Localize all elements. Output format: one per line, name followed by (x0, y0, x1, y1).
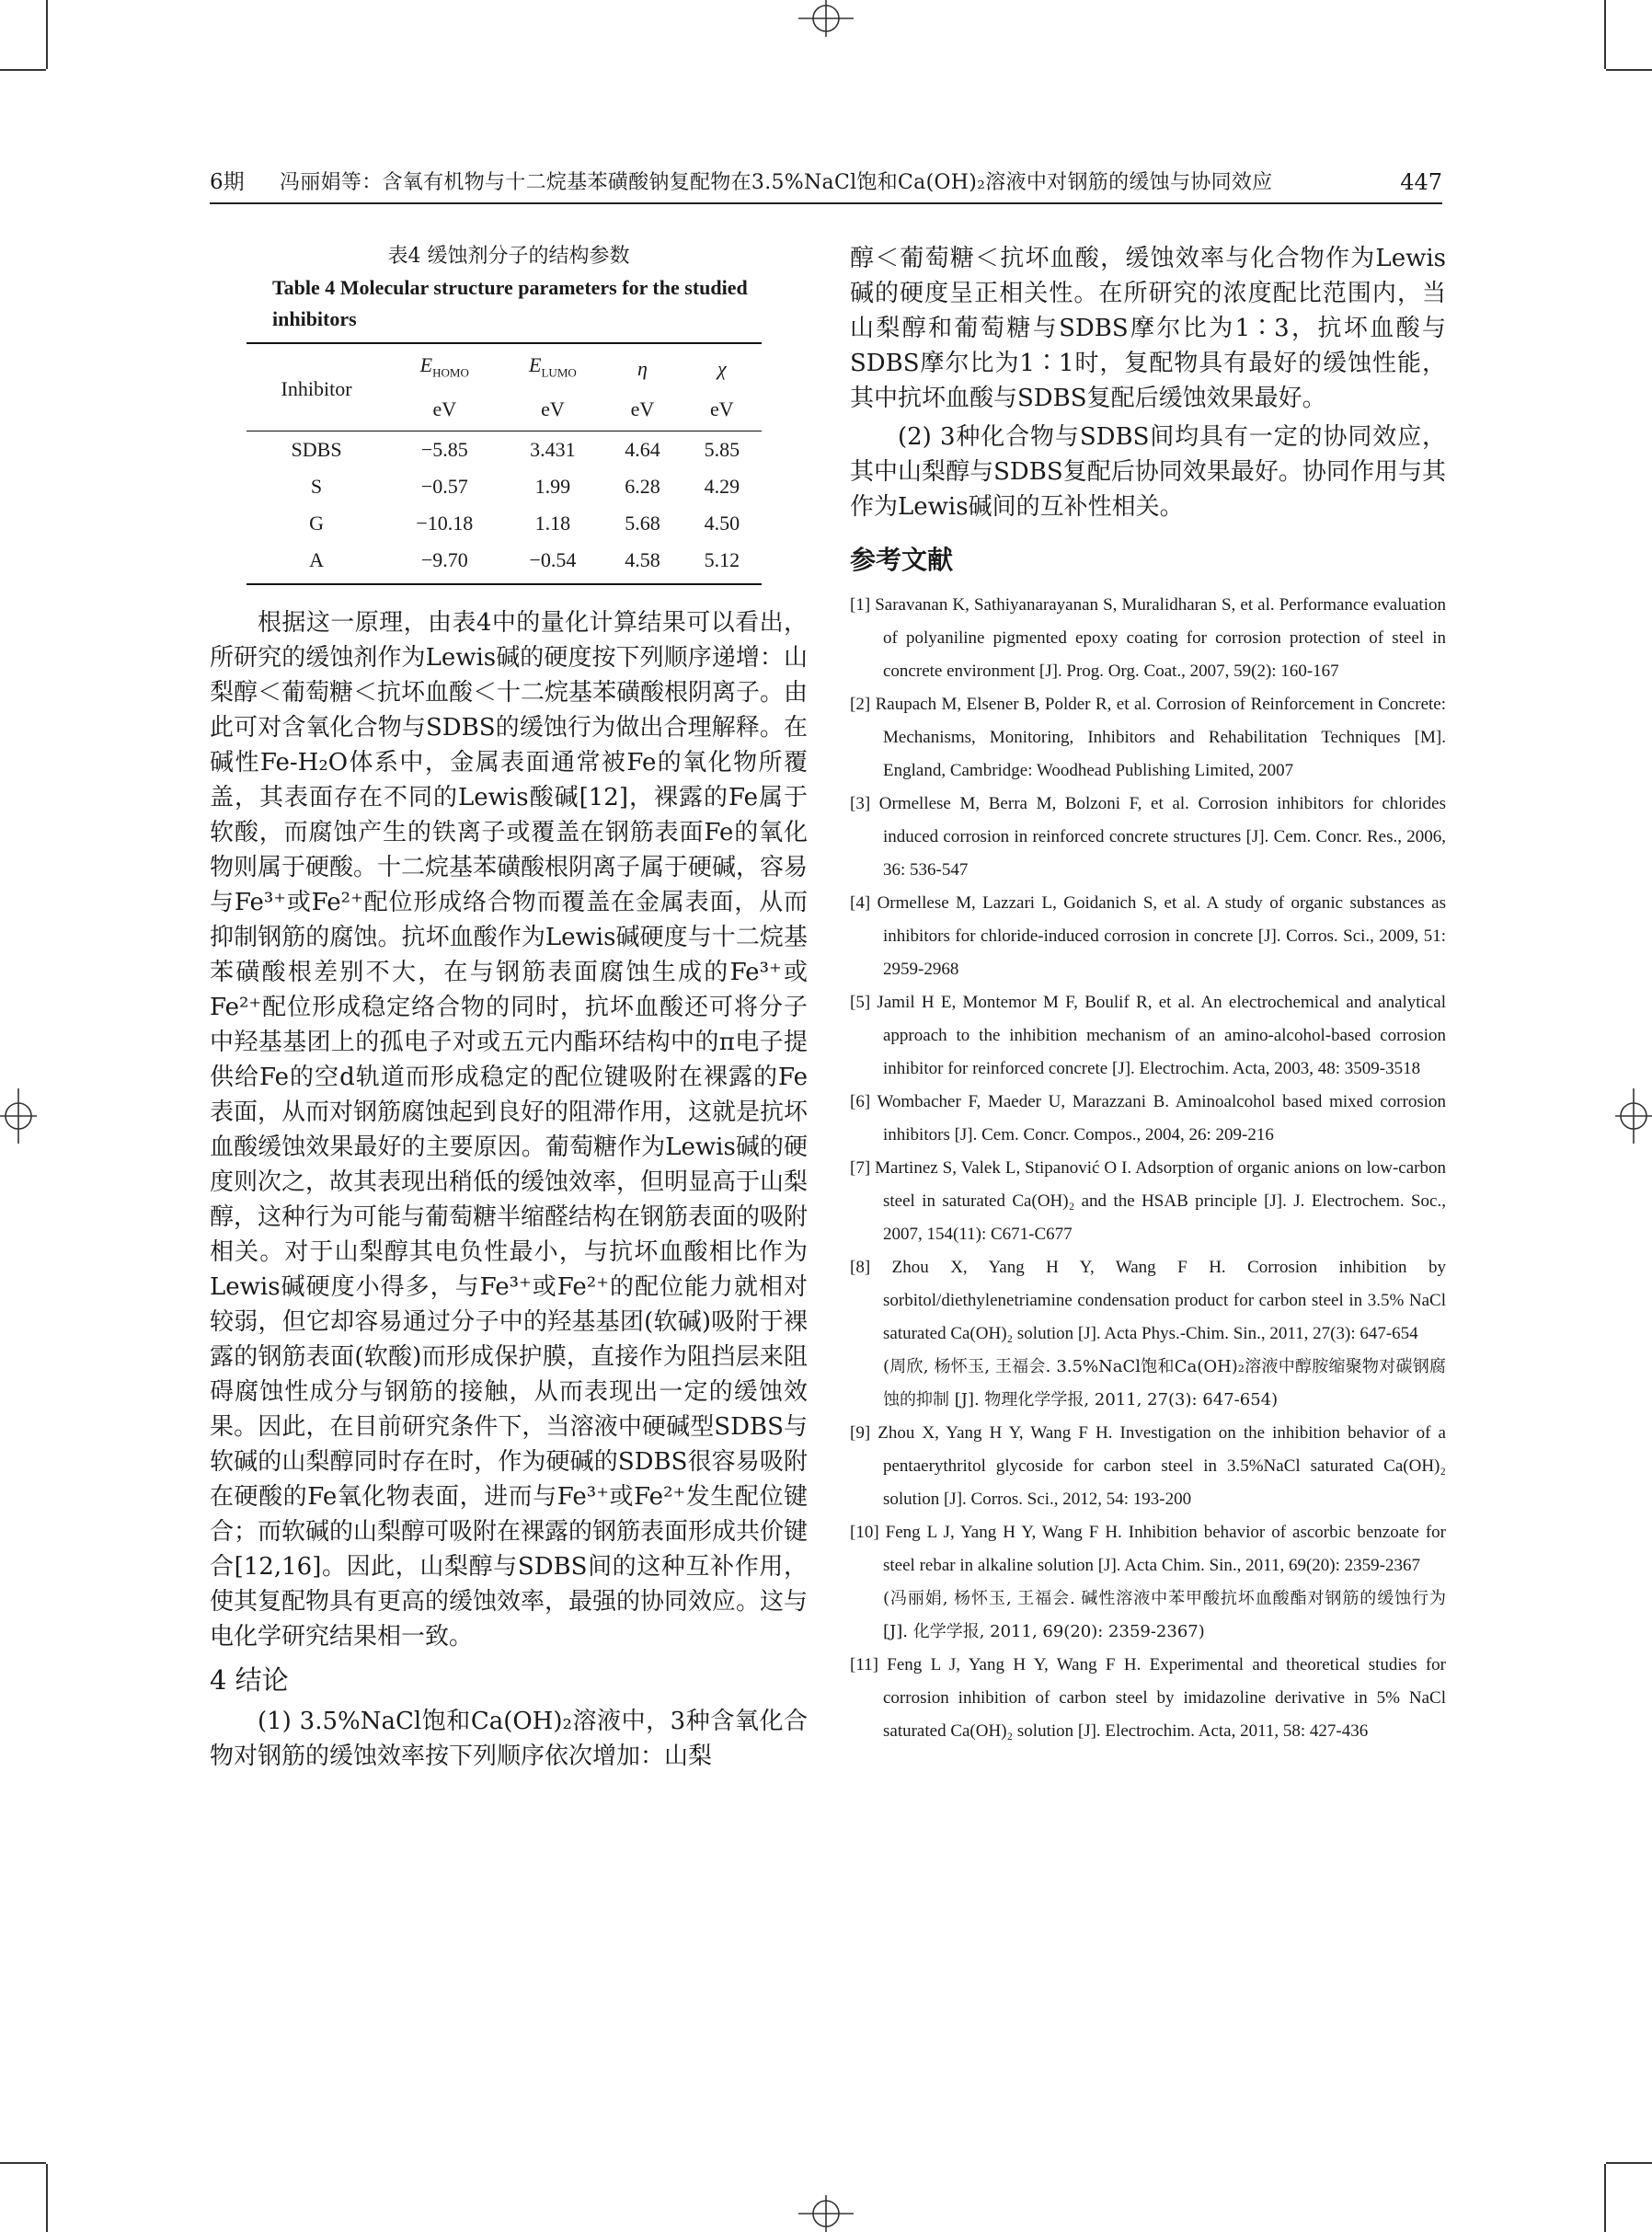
reference-item (850, 1649, 1446, 1748)
registration-mark-icon (798, 0, 854, 37)
reference-item (850, 1086, 1446, 1152)
table-header-cell: $E_{HOMO}$ (386, 343, 502, 391)
table-unit-cell: eV (502, 391, 602, 431)
table-cell: 6.28 (625, 475, 660, 499)
table-unit-cell: eV (602, 391, 682, 431)
structure-parameter-table (247, 342, 762, 585)
reference-item (850, 887, 1446, 986)
reference-text: [9] Zhou X, Yang H Y, Wang F H. Investigation on the inhibition behavior of a pentaerythritol glycoside for carbon steel in 3.5%NaCl saturated Ca(OH)₂ solution [J]. Corros. Sci., 2012, 54: 193-200 (850, 1423, 1446, 1509)
reference-item (850, 986, 1446, 1086)
left-column (210, 241, 808, 1774)
conclusion-paragraph: 醇＜葡萄糖＜抗坏血酸，缓蚀效率与化合物作为Lewis碱的硬度呈正相关性。在所研究的浓度配比范围内，当山梨醇和葡萄糖与SDBS摩尔比为1∶3，抗坏血酸与SDBS摩尔比为1∶1时，复配物具有最好的缓蚀性能，其中抗坏血酸与SDBS复配后缓蚀效果最好。 (850, 245, 1446, 412)
table-row (247, 505, 762, 542)
reference-item (850, 1516, 1446, 1649)
reference-text: [2] Raupach M, Elsener B, Polder R, et al. Corrosion of Reinforcement in Concrete: Mechanisms, Monitoring, Inhibitors and Rehabilitation Techniques [M]. England, Cambridge: Woodhead Publishing Limited, 2007 (850, 695, 1446, 780)
reference-item (850, 1417, 1446, 1516)
table-header-cell: η (602, 343, 682, 391)
table-header-cell: $E_{LUMO}$ (502, 343, 602, 391)
crop-mark (46, 0, 48, 69)
reference-text: [1] Saravanan K, Sathiyanarayanan S, Muralidharan S, et al. Performance evaluation of polyaniline pigmented epoxy coating for corrosion protection of steel in concrete environment [J]. Prog. Org. Coat., 2007, 59(2): 160-167 (850, 595, 1446, 681)
crop-mark (1606, 2162, 1652, 2164)
table-cell: 3.431 (530, 438, 576, 462)
discussion-paragraph: 根据这一原理，由表4中的量化计算结果可以看出，所研究的缓蚀剂作为Lewis碱的硬度按下列顺序递增：山梨醇＜葡萄糖＜抗坏血酸＜十二烷基苯磺酸根阴离子。由此可对含氧化合物与SDBS的缓蚀行为做出合理解释。在碱性Fe-H₂O体系中，金属表面通常被Fe的氧化物所覆盖，其表面存在不同的Lewis酸碱[12]，裸露的Fe属于软酸，而腐蚀产生的铁离子或覆盖在钢筋表面Fe的氧化物则属于硬酸。十二烷基苯磺酸根阴离子属于硬碱，容易与Fe³⁺或Fe²⁺配位形成络合物而覆盖在金属表面，从而抑制钢筋的腐蚀。抗坏血酸作为Lewis碱硬度与十二烷基苯磺酸根差别不大，在与钢筋表面腐蚀生成的Fe³⁺或Fe²⁺配位形成稳定络合物的同时，抗坏血酸还可将分子中羟基基团上的孤电子对或五元内酯环结构中的π电子提供给Fe的空d轨道而形成稳定的配位键吸附在裸露的Fe表面，从而对钢筋腐蚀起到良好的阻滞作用，这就是抗坏血酸缓蚀效果最好的主要原因。葡萄糖作为Lewis碱的硬度则次之，故其表现出稍低的缓蚀效率，但明显高于山梨醇，这种行为可能与葡萄糖半缩醛结构在钢筋表面的吸附相关。对于山梨醇其电负性最小，与抗坏血酸相比作为Lewis碱硬度小得多，与Fe³⁺或Fe²⁺的配位能力就相对较弱，但它却容易通过分子中的羟基基团(软碱)吸附于裸露的钢筋表面(软酸)而形成保护膜，直接作为阻挡层来阻碍腐蚀性成分与钢筋的接触，从而表现出一定的缓蚀效果。因此，在目前研究条件下，当溶液中硬碱型SDBS与软碱的山梨醇同时存在时，作为硬碱的SDBS很容易吸附在硬酸的Fe氧化物表面，进而与Fe³⁺或Fe²⁺发生配位键合；而软碱的山梨醇可吸附在裸露的钢筋表面形成共价键合[12,16]。因此，山梨醇与SDBS间的这种互补作用，使其复配物具有更高的缓蚀效率，最强的协同效应。这与电化学研究结果相一致。 (210, 609, 809, 1651)
table-row (247, 542, 762, 584)
crop-mark (1604, 2164, 1606, 2232)
table-cell: 4.29 (704, 475, 740, 499)
running-title: 冯丽娟等：含氧有机物与十二烷基苯磺酸钠复配物在3.5%NaCl饱和Ca(OH)₂溶液中对钢筋的缓蚀与协同效应 (280, 171, 1273, 194)
table-header-cell: χ (683, 343, 762, 391)
table-cell: 1.99 (534, 475, 571, 499)
running-header (210, 167, 1442, 204)
table-row (247, 431, 762, 469)
table-cell: SDBS (291, 438, 342, 462)
table-cell: −10.18 (416, 512, 474, 535)
table-cell: 5.12 (683, 542, 762, 584)
references-heading: 参考文献 (850, 545, 954, 575)
table-header-row (247, 343, 762, 391)
table-cell: −5.85 (420, 438, 468, 462)
table-cell: A (247, 542, 386, 584)
reference-list (850, 589, 1446, 1748)
table-cell: S (310, 475, 323, 499)
crop-mark (1606, 69, 1652, 71)
table-cell: 4.50 (704, 512, 740, 535)
crop-mark (46, 2164, 48, 2232)
reference-item (850, 1152, 1446, 1251)
section-heading: 4 结论 (210, 1664, 289, 1697)
reference-text: [3] Ormellese M, Berra M, Bolzoni F, et al. Corrosion inhibitors for chlorides induced corrosion in reinforced concrete structures [J]. Cem. Concr. Res., 2006, 36: 536-547 (850, 794, 1446, 880)
conclusion-paragraph: (1) 3.5%NaCl饱和Ca(OH)₂溶液中，3种含氧化合物对钢筋的缓蚀效率按下列顺序依次增加：山梨 (210, 1708, 808, 1771)
table-caption-en: Table 4 Molecular structure parameters for the studied inhibitors (272, 276, 748, 330)
registration-mark-icon (0, 1088, 37, 1144)
table-unit-cell: eV (386, 391, 502, 431)
table-cell: 5.68 (625, 512, 660, 535)
table-cell: 5.85 (704, 438, 740, 462)
table-cell: −0.54 (502, 542, 602, 584)
reference-text: [11] Feng L J, Yang H Y, Wang F H. Experimental and theoretical studies for corrosion inhibition of carbon steel by imidazoline derivative in 5% NaCl saturated Ca(OH)₂ solution [J]. Electrochim. Acta, 2011, 58: 427-436 (850, 1655, 1446, 1741)
table-caption-cn: 表4 缓蚀剂分子的结构参数 (387, 245, 630, 268)
crop-mark (0, 69, 46, 71)
crop-mark (1604, 0, 1606, 69)
table-cell: −9.70 (386, 542, 502, 584)
reference-item (850, 788, 1446, 887)
conclusion-paragraph: (2) 3种化合物与SDBS间均具有一定的协同效应，其中山梨醇与SDBS复配后协同效果最好。协同作用与其作为Lewis碱间的互补性相关。 (850, 423, 1446, 521)
reference-text: [6] Wombacher F, Maeder U, Marazzani B. Aminoalcohol based mixed corrosion inhibitors [J]. Cem. Concr. Compos., 2004, 26: 209-216 (850, 1092, 1446, 1145)
table-unit-cell: eV (683, 391, 762, 431)
reference-text: [10] Feng L J, Yang H Y, Wang F H. Inhibition behavior of ascorbic benzoate for steel rebar in alkaline solution [J]. Acta Chim. Sin., 2011, 69(20): 2359-2367 (850, 1523, 1446, 1575)
registration-mark-icon (798, 2195, 854, 2232)
reference-item (850, 1251, 1446, 1417)
table-cell: 4.64 (625, 438, 660, 462)
table-row (247, 468, 762, 505)
table-cell: 1.18 (534, 512, 571, 535)
crop-mark (0, 2162, 46, 2164)
page-number: 447 (1400, 169, 1442, 195)
registration-mark-icon (1615, 1088, 1652, 1144)
reference-translation: (冯丽娟, 杨怀玉, 王福会. 碱性溶液中苯甲酸抗坏血酸酯对钢筋的缓蚀行为 [J]. 化学学报, 2011, 69(20): 2359-2367) (883, 1589, 1446, 1641)
right-column (850, 241, 1446, 1748)
table-cell: −0.57 (420, 475, 468, 499)
reference-item (850, 589, 1446, 688)
reference-item (850, 688, 1446, 788)
table-header-cell: Inhibitor (247, 343, 386, 431)
reference-text: [7] Martinez S, Valek L, Stipanović O I. Adsorption of organic anions on low-carbon steel in saturated Ca(OH)₂ and the HSAB principle [J]. J. Electrochem. Soc., 2007, 154(11): C671-C677 (850, 1158, 1446, 1244)
table-cell: 4.58 (602, 542, 682, 584)
reference-text: [4] Ormellese M, Lazzari L, Goidanich S, et al. A study of organic substances as inhibitors for chloride-induced corrosion in concrete [J]. Corros. Sci., 2009, 51: 2959-2968 (850, 893, 1446, 979)
reference-translation: (周欣, 杨怀玉, 王福会. 3.5%NaCl饱和Ca(OH)₂溶液中醇胺缩聚物对碳钢腐蚀的抑制 [J]. 物理化学学报, 2011, 27(3): 647-654) (883, 1357, 1446, 1409)
reference-text: [5] Jamil H E, Montemor M F, Boulif R, et al. An electrochemical and analytical approach to the inhibition mechanism of an amino-alcohol-based corrosion inhibitor for reinforced concrete [J]. Electrochim. Acta, 2003, 48: 3509-3518 (850, 993, 1446, 1078)
issue-number: 6期 (210, 170, 245, 194)
reference-text: [8] Zhou X, Yang H Y, Wang F H. Corrosion inhibition by sorbitol/diethylenetriamine condensation product for carbon steel in 3.5% NaCl saturated Ca(OH)₂ solution [J]. Acta Phys.-Chim. Sin., 2011, 27(3): 647-654 (850, 1258, 1446, 1343)
table-cell: G (309, 512, 324, 535)
